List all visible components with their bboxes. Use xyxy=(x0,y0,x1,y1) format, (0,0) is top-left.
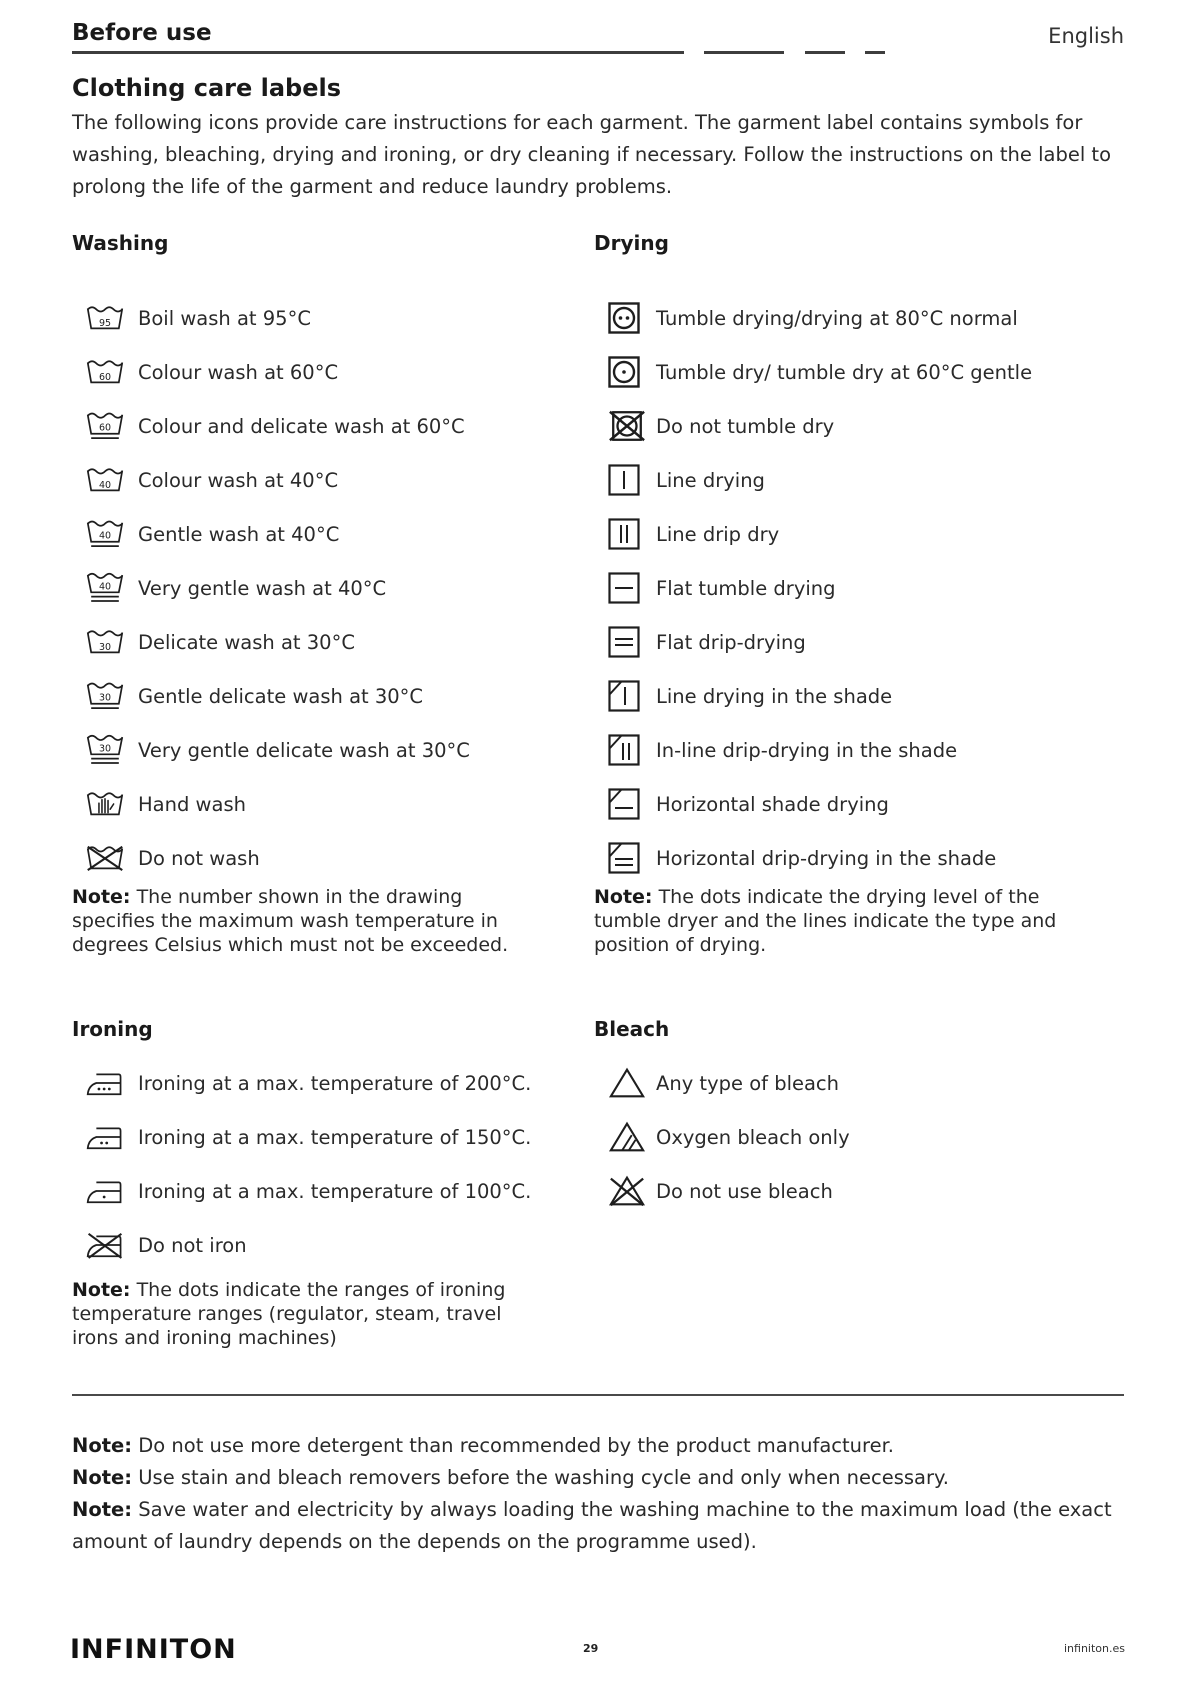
list-item xyxy=(594,1110,850,1164)
svg-text:30: 30 xyxy=(98,743,112,755)
ironing-note: Note: The dots indicate the ranges of ironing temperature ranges (regulator, steam, travel irons and ironing machines) xyxy=(72,1279,506,1349)
washing-item-label: Very gentle delicate wash at 30°C xyxy=(138,738,470,762)
drying-item-label: Do not tumble dry xyxy=(656,414,835,438)
drip-dry-shade-icon xyxy=(594,730,646,770)
hand-wash-icon xyxy=(72,784,124,824)
tumble-dry-two-dots-icon xyxy=(594,298,646,338)
bleach-item-label: Oxygen bleach only xyxy=(656,1125,850,1149)
do-not-tumble-dry-icon xyxy=(594,406,646,446)
list-item xyxy=(72,723,470,777)
do-not-wash-icon xyxy=(72,838,124,878)
list-item xyxy=(594,1056,850,1110)
header-rule-segment xyxy=(805,51,845,54)
list-item xyxy=(72,561,470,615)
ironing-heading: Ironing xyxy=(72,1017,153,1041)
drying-item-label: Tumble drying/drying at 80°C normal xyxy=(656,306,1018,330)
list-item xyxy=(72,1056,531,1110)
washing-item-label: Gentle delicate wash at 30°C xyxy=(138,684,424,708)
ironing-list xyxy=(72,1056,531,1272)
section-divider xyxy=(72,1394,1124,1396)
drying-note: Note: The dots indicate the drying level of the tumble dryer and the lines indicate the type and position of drying. xyxy=(594,886,1057,956)
ironing-item-label: Do not iron xyxy=(138,1233,247,1257)
intro-paragraph: The following icons provide care instructions for each garment. The garment label contains symbols for washing, bleaching, drying and ironing, or dry cleaning if necessary. Follow the instructions on the label to prolong the life of the garment and reduce laundry problems. xyxy=(72,111,1112,198)
header-rule xyxy=(72,51,684,54)
list-item xyxy=(72,777,470,831)
washing-item-label: Delicate wash at 30°C xyxy=(138,630,355,654)
bleach-item-label: Any type of bleach xyxy=(656,1071,840,1095)
washing-item-label: Colour wash at 60°C xyxy=(138,360,339,384)
wash-tub-40-icon xyxy=(72,460,124,500)
wash-tub-40-one-bar-icon xyxy=(72,514,124,554)
list-item xyxy=(72,1164,531,1218)
drying-item-label: Line drying in the shade xyxy=(656,684,893,708)
drying-item-label: Flat tumble drying xyxy=(656,576,836,600)
line-dry-shade-icon xyxy=(594,676,646,716)
washing-item-label: Very gentle wash at 40°C xyxy=(138,576,387,600)
bleach-heading: Bleach xyxy=(594,1017,670,1041)
drip-dry-icon xyxy=(594,514,646,554)
wash-tub-60-one-bar-icon xyxy=(72,406,124,446)
list-item xyxy=(72,831,470,885)
washing-list xyxy=(72,291,470,885)
list-item xyxy=(594,453,1032,507)
section-label: Before use xyxy=(72,20,212,46)
washing-heading: Washing xyxy=(72,231,169,255)
header-rule-segment xyxy=(704,51,784,54)
svg-text:60: 60 xyxy=(98,422,112,434)
wash-tub-30-one-bar-icon xyxy=(72,676,124,716)
bleach-triangle-icon xyxy=(594,1063,646,1103)
iron-three-dots-icon xyxy=(72,1063,124,1103)
list-item xyxy=(594,831,1032,885)
list-item xyxy=(72,1218,531,1272)
list-item xyxy=(594,291,1032,345)
washing-item-label: Hand wash xyxy=(138,792,246,816)
list-item xyxy=(72,291,470,345)
drying-item-label: Horizontal drip-drying in the shade xyxy=(656,846,997,870)
washing-item-label: Gentle wash at 40°C xyxy=(138,522,340,546)
list-item xyxy=(594,615,1032,669)
svg-text:30: 30 xyxy=(98,641,112,653)
list-item xyxy=(72,399,470,453)
flat-drip-dry-icon xyxy=(594,622,646,662)
list-item xyxy=(594,723,1032,777)
drying-item-label: Line drip dry xyxy=(656,522,780,546)
drying-list xyxy=(594,291,1032,885)
tumble-dry-one-dot-icon xyxy=(594,352,646,392)
list-item xyxy=(594,669,1032,723)
wash-tub-30-two-bars-icon xyxy=(72,730,124,770)
bleach-list xyxy=(594,1056,850,1218)
page-number: 29 xyxy=(583,1642,599,1655)
do-not-iron-icon xyxy=(72,1225,124,1265)
list-item xyxy=(72,615,470,669)
ironing-item-label: Ironing at a max. temperature of 200°C. xyxy=(138,1071,532,1095)
list-item xyxy=(72,453,470,507)
wash-tub-40-two-bars-icon xyxy=(72,568,124,608)
iron-one-dot-icon xyxy=(72,1171,124,1211)
page-title: Clothing care labels xyxy=(72,74,342,102)
washing-item-label: Colour and delicate wash at 60°C xyxy=(138,414,465,438)
flat-dry-icon xyxy=(594,568,646,608)
list-item xyxy=(594,777,1032,831)
drying-item-label: Tumble dry/ tumble dry at 60°C gentle xyxy=(656,360,1033,384)
washing-note: Note: The number shown in the drawing specifies the maximum wash temperature in degrees Celsius which must not be exceeded. xyxy=(72,886,509,956)
ironing-item-label: Ironing at a max. temperature of 100°C. xyxy=(138,1179,532,1203)
bottom-notes xyxy=(72,1430,1127,1558)
svg-text:95: 95 xyxy=(98,317,112,329)
flat-dry-shade-icon xyxy=(594,784,646,824)
language-label: English xyxy=(1048,24,1124,48)
list-item xyxy=(594,561,1032,615)
bottom-note: Note: Use stain and bleach removers before the washing cycle and only when necessary. xyxy=(72,1466,949,1489)
wash-tub-30-icon xyxy=(72,622,124,662)
drying-heading: Drying xyxy=(594,231,669,255)
drying-item-label: Flat drip-drying xyxy=(656,630,806,654)
do-not-bleach-icon xyxy=(594,1171,646,1211)
washing-item-label: Do not wash xyxy=(138,846,260,870)
header-rule-segment xyxy=(865,51,885,54)
flat-drip-dry-shade-icon xyxy=(594,838,646,878)
bottom-note: Note: Do not use more detergent than recommended by the product manufacturer. xyxy=(72,1434,895,1457)
drying-item-label: Horizontal shade drying xyxy=(656,792,889,816)
list-item xyxy=(594,399,1032,453)
line-dry-icon xyxy=(594,460,646,500)
svg-text:30: 30 xyxy=(98,692,112,704)
washing-item-label: Boil wash at 95°C xyxy=(138,306,311,330)
svg-text:60: 60 xyxy=(98,371,112,383)
svg-text:40: 40 xyxy=(98,530,112,542)
list-item xyxy=(72,345,470,399)
iron-two-dots-icon xyxy=(72,1117,124,1157)
drying-item-label: In-line drip-drying in the shade xyxy=(656,738,958,762)
brand-logo: INFINITON xyxy=(70,1634,237,1665)
page-header xyxy=(72,18,1124,58)
washing-item-label: Colour wash at 40°C xyxy=(138,468,339,492)
list-item xyxy=(594,1164,850,1218)
list-item xyxy=(72,507,470,561)
list-item xyxy=(594,345,1032,399)
list-item xyxy=(594,507,1032,561)
bottom-note: Note: Save water and electricity by always loading the washing machine to the maximum load (the exact amount of laundry depends on the depends on the programme used). xyxy=(72,1498,1112,1553)
wash-tub-60-icon xyxy=(72,352,124,392)
oxygen-bleach-icon xyxy=(594,1117,646,1157)
ironing-item-label: Ironing at a max. temperature of 150°C. xyxy=(138,1125,532,1149)
bleach-item-label: Do not use bleach xyxy=(656,1179,833,1203)
svg-text:40: 40 xyxy=(98,479,112,491)
list-item xyxy=(72,1110,531,1164)
wash-tub-95-icon xyxy=(72,298,124,338)
svg-text:40: 40 xyxy=(98,581,112,593)
list-item xyxy=(72,669,470,723)
drying-item-label: Line drying xyxy=(656,468,765,492)
website-label: infiniton.es xyxy=(1064,1642,1125,1655)
